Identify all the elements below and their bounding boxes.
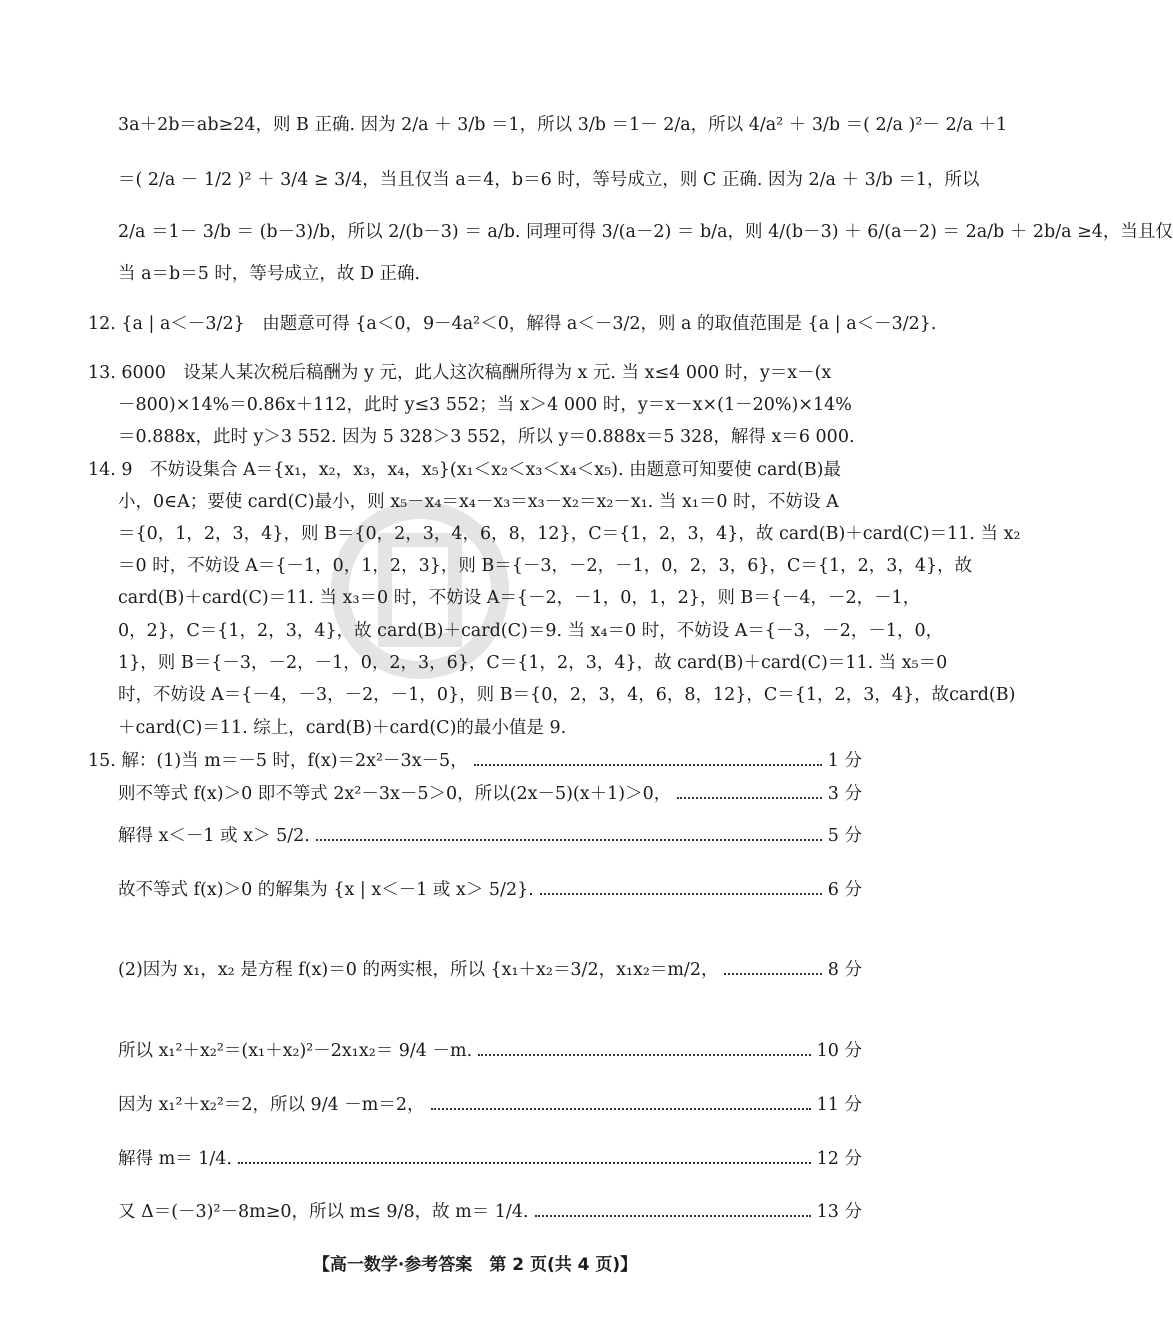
step-points: 11 分	[816, 1095, 862, 1115]
answer-13: 13. 6000 设某人某次税后稿酬为 y 元，此人这次稿酬所得为 x 元. 当 x≤4 000 时，y＝x－(x	[88, 363, 832, 383]
score-step	[118, 1147, 862, 1171]
step-points: 12 分	[816, 1149, 862, 1169]
text-line: 3a＋2b＝ab≥24，则 B 正确. 因为 2/a ＋ 3/b ＝1，所以 3/b ＝1－ 2/a，所以 4/a² ＋ 3/b ＝( 2/a )²－ 2/a ＋1	[118, 115, 1008, 135]
step-points: 3 分	[827, 784, 862, 804]
step-points: 6 分	[827, 880, 862, 900]
score-step	[118, 1039, 862, 1063]
dot-leader	[535, 1215, 811, 1217]
dot-leader	[540, 893, 822, 895]
answer-14: 14. 9 不妨设集合 A＝{x₁，x₂，x₃，x₄，x₅}(x₁＜x₂＜x₃＜x₄＜x₅). 由题意可知要使 card(B)最	[88, 460, 842, 480]
dot-leader	[238, 1162, 811, 1164]
dot-leader	[316, 839, 822, 841]
step-text: 15. 解：(1)当 m＝－5 时，f(x)＝2x²－3x－5，	[88, 751, 468, 771]
score-step	[118, 1200, 862, 1224]
score-step	[118, 824, 862, 848]
step-points: 1 分	[827, 751, 862, 771]
step-points: 13 分	[816, 1202, 862, 1222]
text-line: －800)×14%＝0.86x＋112，此时 y≤3 552；当 x＞4 000 时，y＝x－x×(1－20%)×14%	[118, 395, 852, 415]
text-line: ＝( 2/a － 1/2 )² ＋ 3/4 ≥ 3/4，当且仅当 a＝4，b＝6 时，等号成立，则 C 正确. 因为 2/a ＋ 3/b ＝1，所以	[118, 170, 980, 190]
text-line: ＝0.888x，此时 y＞3 552. 因为 5 328＞3 552，所以 y＝0.888x＝5 328，解得 x＝6 000.	[118, 427, 855, 447]
text-line: ＝0 时，不妨设 A＝{－1，0，1，2，3}，则 B＝{－3，－2，－1，0，2，3，6}，C＝{1，2，3，4}，故	[118, 556, 973, 576]
score-step	[118, 878, 862, 902]
page-footer: 【高一数学·参考答案 第 2 页(共 4 页)】	[312, 1255, 638, 1275]
dot-leader	[724, 973, 821, 975]
step-points: 5 分	[827, 826, 862, 846]
score-step	[118, 1093, 862, 1117]
score-step	[118, 782, 862, 806]
score-step	[88, 749, 862, 773]
text-line: 0，2}，C＝{1，2，3，4}，故 card(B)＋card(C)＝9. 当 x₄＝0 时，不妨设 A＝{－3，－2，－1，0，	[118, 621, 944, 641]
step-text: 则不等式 f(x)＞0 即不等式 2x²－3x－5＞0，所以(2x－5)(x＋1)＞0，	[118, 784, 672, 804]
step-points: 10 分	[816, 1041, 862, 1061]
text-line: 1}，则 B＝{－3，－2，－1，0，2，3，6}，C＝{1，2，3，4}，故 card(B)＋card(C)＝11. 当 x₅＝0	[118, 653, 948, 673]
dot-leader	[478, 1054, 811, 1056]
score-step	[118, 958, 862, 982]
text-line: 时，不妨设 A＝{－4，－3，－2，－1，0}，则 B＝{0，2，3，4，6，8，12}，C＝{1，2，3，4}，故card(B)	[118, 685, 1016, 705]
text-line: ＝{0，1，2，3，4}，则 B＝{0，2，3，4，6，8，12}，C＝{1，2，3，4}，故 card(B)＋card(C)＝11. 当 x₂	[118, 524, 1021, 544]
step-text: 所以 x₁²＋x₂²＝(x₁＋x₂)²－2x₁x₂＝ 9/4 －m.	[118, 1041, 473, 1061]
step-text: 解得 x＜－1 或 x＞ 5/2.	[118, 826, 310, 846]
step-text: 因为 x₁²＋x₂²＝2，所以 9/4 －m＝2，	[118, 1095, 425, 1115]
text-line: 当 a＝b＝5 时，等号成立，故 D 正确.	[118, 264, 421, 284]
step-text: 又 Δ＝(－3)²－8m≥0，所以 m≤ 9/8，故 m＝ 1/4.	[118, 1202, 529, 1222]
step-points: 8 分	[827, 960, 862, 980]
step-text: 故不等式 f(x)＞0 的解集为 {x | x＜－1 或 x＞ 5/2}.	[118, 880, 534, 900]
text-line: 小，0∈A；要使 card(C)最小，则 x₅－x₄＝x₄－x₃＝x₃－x₂＝x₂－x₁. 当 x₁＝0 时，不妨设 A	[118, 492, 839, 512]
text-line: 2/a ＝1－ 3/b ＝ (b－3)/b，所以 2/(b－3) ＝ a/b. 同理可得 3/(a－2) ＝ b/a，则 4/(b－3) ＋ 6/(a－2) ＝ 2a/b ＋ 2b/a ≥4，当且仅	[118, 222, 1173, 242]
step-text: (2)因为 x₁，x₂ 是方程 f(x)＝0 的两实根，所以 {x₁＋x₂＝3/2，x₁x₂＝m/2，	[118, 960, 719, 980]
step-text: 解得 m＝ 1/4.	[118, 1149, 232, 1169]
dot-leader	[431, 1108, 811, 1110]
dot-leader	[677, 797, 822, 799]
text-line: ＋card(C)＝11. 综上，card(B)＋card(C)的最小值是 9.	[118, 718, 567, 738]
text-line: card(B)＋card(C)＝11. 当 x₃＝0 时，不妨设 A＝{－2，－1，0，1，2}，则 B＝{－4，－2，－1，	[118, 588, 921, 608]
dot-leader	[474, 764, 822, 766]
answer-12: 12. {a | a＜－3/2} 由题意可得 {a＜0，9－4a²＜0，解得 a＜－3/2，则 a 的取值范围是 {a | a＜－3/2}.	[88, 314, 937, 334]
